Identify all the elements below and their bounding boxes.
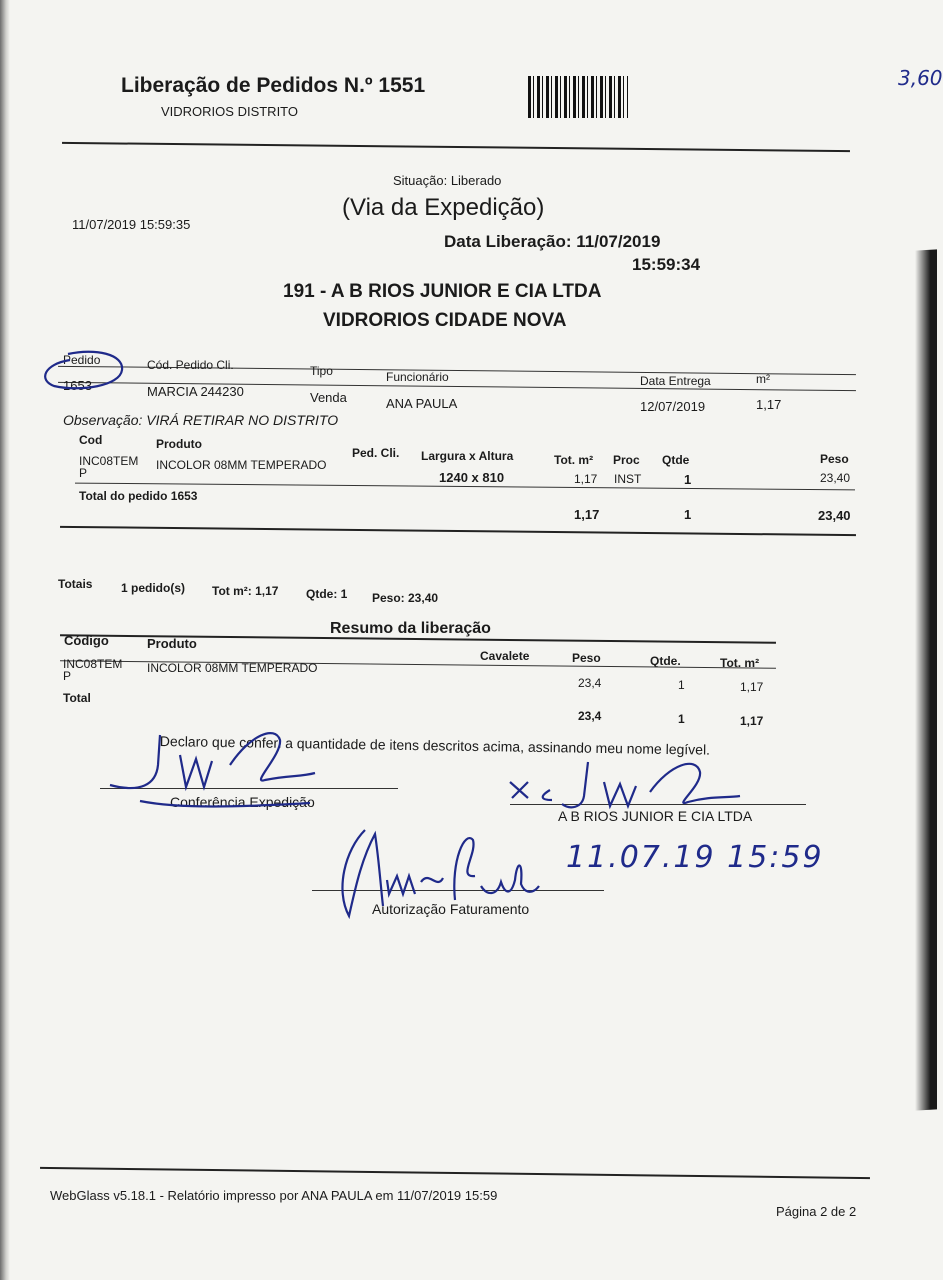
summary-title: Resumo da liberação — [330, 620, 491, 637]
footer-report: WebGlass v5.18.1 - Relatório impresso por ANA PAULA em 11/07/2019 15:59 — [50, 1188, 498, 1203]
handwritten-circle — [40, 348, 130, 398]
client-store: VIDRORIOS CIDADE NOVA — [323, 310, 567, 331]
declaration-text: Declaro que conferi a quantidade de itens descritos acima, assinando meu nome legível. — [159, 733, 711, 758]
order-total-label: Total do pedido 1653 — [79, 489, 198, 503]
summary-qtde: 1 — [678, 678, 685, 692]
summary-total-m2: 1,17 — [740, 714, 764, 728]
summary-codigo-line2: P — [63, 669, 72, 683]
value-cod-pedido-cli: MARCIA 244230 — [147, 384, 244, 399]
summary-total-peso: 23,4 — [578, 709, 602, 723]
signature-autorizacao — [325, 820, 555, 920]
item-qtde: 1 — [684, 472, 692, 487]
order-total-m2: 1,17 — [574, 507, 600, 522]
header-largura-altura: Largura x Altura — [421, 449, 514, 463]
totals-qtde: Qtde: 1 — [306, 587, 348, 601]
company-name: VIDRORIOS DISTRITO — [161, 104, 298, 119]
summary-header-cavalete: Cavalete — [480, 649, 530, 663]
summary-header-produto: Produto — [147, 636, 197, 651]
item-proc: INST — [614, 472, 642, 486]
summary-total-label: Total — [63, 691, 91, 705]
summary-header-tot-m2: Tot. m² — [720, 656, 760, 670]
item-produto: INCOLOR 08MM TEMPERADO — [156, 458, 327, 472]
value-tipo: Venda — [310, 390, 347, 405]
header-cod: Cod — [79, 433, 103, 447]
summary-peso: 23,4 — [578, 676, 602, 690]
totals-pedidos: 1 pedido(s) — [121, 581, 186, 595]
release-time: 15:59:34 — [632, 255, 701, 274]
label-cod-pedido-cli: Cód. Pedido Cli. — [147, 358, 234, 372]
barcode — [528, 76, 628, 118]
header-qtde: Qtde — [662, 453, 690, 467]
signature-label-conferencia: Conferência Expedição — [170, 794, 315, 810]
summary-produto: INCOLOR 08MM TEMPERADO — [147, 661, 318, 675]
value-m2: 1,17 — [756, 397, 782, 412]
order-total-qtde: 1 — [684, 507, 692, 522]
header-proc: Proc — [613, 453, 640, 467]
summary-tot-m2: 1,17 — [740, 680, 764, 694]
signature-empresa — [500, 752, 753, 824]
item-dimensoes: 1240 x 810 — [439, 470, 505, 485]
value-data-entrega: 12/07/2019 — [640, 399, 706, 414]
order-bottom-line — [60, 526, 856, 536]
header-ped-cli: Ped. Cli. — [352, 446, 400, 460]
page-edge-shadow — [0, 0, 10, 1280]
summary-total-qtde: 1 — [678, 712, 685, 726]
handwritten-date: 11.07.19 15:59 — [566, 840, 824, 875]
item-cod-line1: INC08TEM — [79, 454, 139, 468]
summary-codigo-line1: INC08TEM — [63, 657, 123, 671]
order-total-peso: 23,40 — [818, 508, 851, 523]
signature-conferencia — [100, 725, 320, 810]
label-pedido: Pedido — [63, 353, 101, 367]
summary-header-qtde: Qtde. — [650, 654, 681, 668]
header-produto: Produto — [156, 437, 202, 451]
label-data-entrega: Data Entrega — [640, 374, 711, 388]
observation: Observação: VIRÁ RETIRAR NO DISTRITO — [63, 412, 339, 428]
signature-label-autorizacao: Autorização Faturamento — [372, 901, 530, 917]
item-tot-m2: 1,17 — [574, 472, 598, 486]
copy-label: (Via da Expedição) — [342, 194, 545, 221]
totals-m2: Tot m²: 1,17 — [212, 584, 279, 598]
footer-page: Página 2 de 2 — [776, 1204, 857, 1219]
item-cod-line2: P — [79, 466, 88, 480]
client-name: 191 - A B RIOS JUNIOR E CIA LTDA — [283, 281, 602, 302]
document-title: Liberação de Pedidos N.º 1551 — [121, 74, 426, 97]
release-date: Data Liberação: 11/07/2019 — [444, 232, 661, 251]
value-funcionario: ANA PAULA — [386, 396, 458, 411]
item-peso: 23,40 — [820, 471, 851, 485]
totals-peso: Peso: 23,40 — [372, 591, 439, 605]
header-tot-m2: Tot. m² — [554, 453, 594, 467]
label-funcionario: Funcionário — [386, 370, 449, 384]
header-divider — [62, 142, 850, 152]
page-edge-shadow-right — [915, 249, 937, 1110]
situation-label: Situação: Liberado — [393, 173, 502, 188]
totals-label: Totais — [58, 577, 93, 591]
printed-at: 11/07/2019 15:59:35 — [72, 217, 191, 232]
value-pedido: 1653 — [63, 378, 92, 393]
label-m2: m² — [756, 372, 770, 386]
footer-divider — [40, 1167, 870, 1179]
handwritten-margin-note: 3,60 — [898, 66, 943, 90]
signature-label-empresa: A B RIOS JUNIOR E CIA LTDA — [558, 808, 753, 824]
label-tipo: Tipo — [310, 364, 333, 378]
summary-header-peso: Peso — [572, 651, 601, 665]
summary-header-codigo: Código — [64, 633, 109, 648]
header-peso: Peso — [820, 452, 849, 466]
